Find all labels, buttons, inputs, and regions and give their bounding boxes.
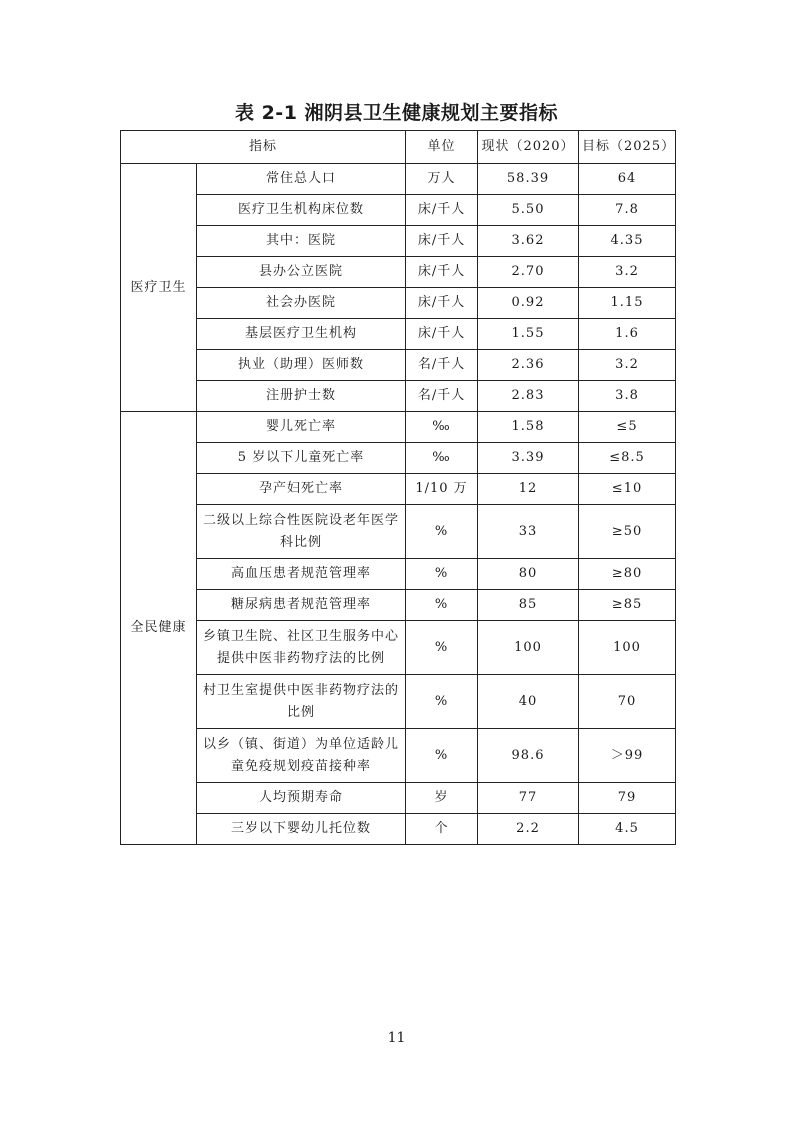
target-value-cell: ≥80 [579,559,676,590]
target-value-cell: 3.2 [579,350,676,381]
group-label: 医疗卫生 [121,164,197,412]
table-row [121,729,676,783]
table-row [121,474,676,505]
current-value-cell: 12 [478,474,579,505]
current-value-cell: 33 [478,505,579,559]
unit-cell: ‰ [406,412,478,443]
table-row [121,319,676,350]
unit-cell: 岁 [406,783,478,814]
target-value-cell: 1.6 [579,319,676,350]
target-value-cell: 70 [579,675,676,729]
indicator-cell: 医疗卫生机构床位数 [197,195,406,226]
target-value-cell: 64 [579,164,676,195]
target-value-cell: 3.8 [579,381,676,412]
group-label: 全民健康 [121,412,197,845]
unit-cell: 万人 [406,164,478,195]
unit-cell: 床/千人 [406,226,478,257]
indicator-cell: 孕产妇死亡率 [197,474,406,505]
target-value-cell: 3.2 [579,257,676,288]
target-value-cell: 4.35 [579,226,676,257]
target-value-cell: ≤5 [579,412,676,443]
indicator-cell: 二级以上综合性医院设老年医学科比例 [197,505,406,559]
indicator-cell: 糖尿病患者规范管理率 [197,590,406,621]
unit-cell: % [406,590,478,621]
current-value-cell: 85 [478,590,579,621]
indicator-cell: 社会办医院 [197,288,406,319]
current-value-cell: 98.6 [478,729,579,783]
unit-cell: % [406,505,478,559]
table-row [121,505,676,559]
target-value-cell: ≤8.5 [579,443,676,474]
current-value-cell: 100 [478,621,579,675]
unit-cell: % [406,621,478,675]
table-row [121,195,676,226]
indicator-cell: 以乡（镇、街道）为单位适龄儿童免疫规划疫苗接种率 [197,729,406,783]
indicator-cell: 乡镇卫生院、社区卫生服务中心提供中医非药物疗法的比例 [197,621,406,675]
current-value-cell: 2.2 [478,814,579,845]
current-value-cell: 40 [478,675,579,729]
unit-cell: 床/千人 [406,319,478,350]
current-value-cell: 80 [478,559,579,590]
table-row [121,164,676,195]
current-value-cell: 2.36 [478,350,579,381]
header-row [121,131,676,164]
current-value-cell: 0.92 [478,288,579,319]
current-value-cell: 1.55 [478,319,579,350]
unit-cell: 1/10 万 [406,474,478,505]
unit-cell: % [406,729,478,783]
current-value-cell: 2.70 [478,257,579,288]
indicator-cell: 县办公立医院 [197,257,406,288]
table-row [121,443,676,474]
indicator-cell: 其中：医院 [197,226,406,257]
target-value-cell: 79 [579,783,676,814]
current-value-cell: 3.62 [478,226,579,257]
target-value-cell: 100 [579,621,676,675]
table-row [121,675,676,729]
indicator-cell: 婴儿死亡率 [197,412,406,443]
header-unit: 单位 [406,131,478,164]
table-row [121,559,676,590]
current-value-cell: 1.58 [478,412,579,443]
header-target: 目标（2025） [579,131,676,164]
unit-cell: % [406,675,478,729]
unit-cell: ‰ [406,443,478,474]
table-row [121,412,676,443]
table-row [121,621,676,675]
target-value-cell: ≥50 [579,505,676,559]
current-value-cell: 3.39 [478,443,579,474]
indicator-cell: 5 岁以下儿童死亡率 [197,443,406,474]
header-current: 现状（2020） [478,131,579,164]
indicator-cell: 基层医疗卫生机构 [197,319,406,350]
table-row [121,226,676,257]
indicator-cell: 常住总人口 [197,164,406,195]
target-value-cell: 7.8 [579,195,676,226]
target-value-cell: 4.5 [579,814,676,845]
target-value-cell: 1.15 [579,288,676,319]
indicator-cell: 三岁以下婴幼儿托位数 [197,814,406,845]
target-value-cell: ＞99 [579,729,676,783]
unit-cell: 名/千人 [406,350,478,381]
indicator-cell: 高血压患者规范管理率 [197,559,406,590]
table-row [121,783,676,814]
table-body [121,131,676,845]
unit-cell: 床/千人 [406,288,478,319]
table-row [121,381,676,412]
table-row [121,590,676,621]
unit-cell: % [406,559,478,590]
indicator-cell: 村卫生室提供中医非药物疗法的比例 [197,675,406,729]
target-value-cell: ≥85 [579,590,676,621]
unit-cell: 床/千人 [406,195,478,226]
current-value-cell: 77 [478,783,579,814]
indicator-table [120,130,676,845]
table-row [121,350,676,381]
unit-cell: 床/千人 [406,257,478,288]
current-value-cell: 58.39 [478,164,579,195]
table-row [121,288,676,319]
table-row [121,257,676,288]
indicator-cell: 注册护士数 [197,381,406,412]
target-value-cell: ≤10 [579,474,676,505]
table-title: 表 2-1 湘阴县卫生健康规划主要指标 [234,102,559,124]
header-indicator: 指标 [121,131,406,164]
indicator-cell: 人均预期寿命 [197,783,406,814]
current-value-cell: 2.83 [478,381,579,412]
indicator-cell: 执业（助理）医师数 [197,350,406,381]
table-row [121,814,676,845]
current-value-cell: 5.50 [478,195,579,226]
page-number: 11 [387,1030,406,1046]
unit-cell: 个 [406,814,478,845]
unit-cell: 名/千人 [406,381,478,412]
